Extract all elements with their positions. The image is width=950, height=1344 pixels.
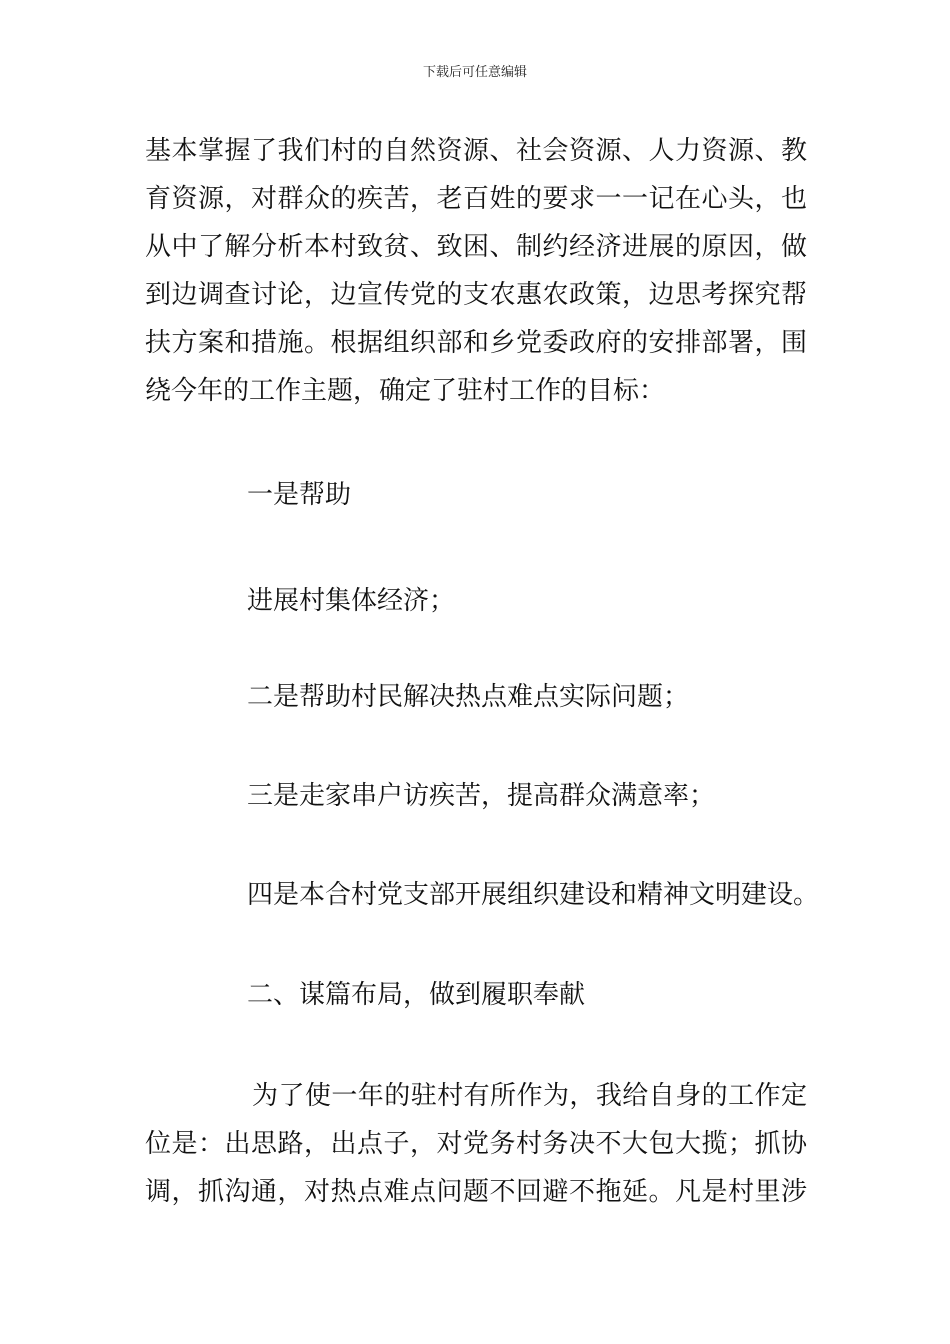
paragraph-line: 绕今年的工作主题，确定了驻村工作的目标： [145,376,666,406]
goal-item: 四是本合村党支部开展组织建设和精神文明建设。 [247,880,820,910]
paragraph-line: 为了使一年的驻村有所作为，我给自身的工作定 [252,1081,807,1111]
goal-item: 进展村集体经济； [247,586,456,616]
paragraph-line: 从中了解分析本村致贫、致困、制约经济进展的原因，做 [145,232,807,262]
goal-item: 一是帮助 [247,480,352,510]
paragraph-line: 位是：出思路，出点子，对党务村务决不大包大揽；抓协 [145,1129,807,1159]
paragraph-line: 育资源，对群众的疾苦，老百姓的要求一一记在心头，也 [145,184,807,214]
goal-item: 三是走家串户访疾苦，提高群众满意率； [247,781,716,811]
paragraph-line: 调，抓沟通，对热点难点问题不回避不拖延。凡是村里涉 [145,1177,807,1207]
paragraph-line: 扶方案和措施。根据组织部和乡党委政府的安排部署，围 [145,328,807,358]
paragraph-line: 到边调查讨论，边宣传党的支农惠农政策，边思考探究帮 [145,280,807,310]
goal-item: 二是帮助村民解决热点难点实际问题； [247,682,690,712]
section-heading: 二、谋篇布局，做到履职奉献 [247,980,586,1010]
page-header: 下载后可任意编辑 [422,65,527,80]
paragraph-line: 基本掌握了我们村的自然资源、社会资源、人力资源、教 [145,136,807,166]
